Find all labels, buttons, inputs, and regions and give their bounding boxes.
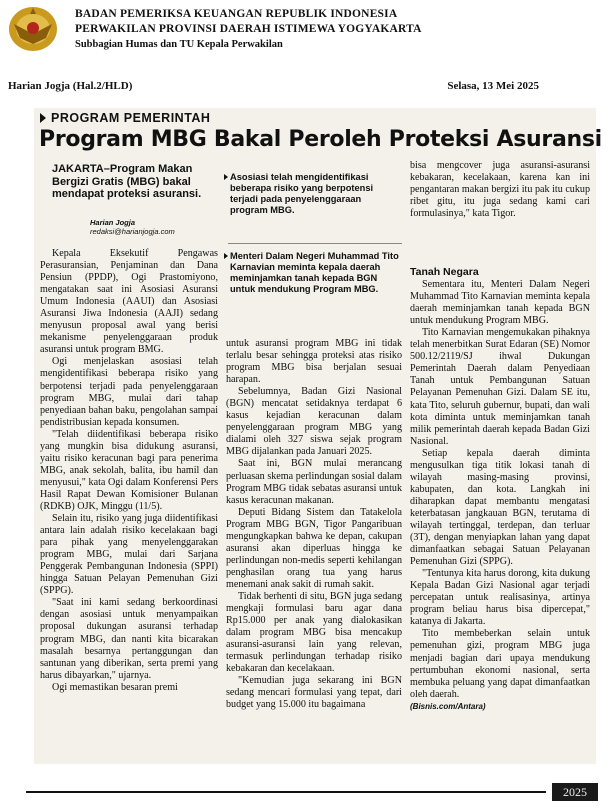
- paragraph: Saat ini, BGN mulai merancang perluasan skema perlindungan sosial dalam Program MBG tidak sebatas asuransi untuk kasus keracunan makanan.: [226, 458, 402, 506]
- divider: [228, 243, 402, 244]
- section-label: [40, 111, 210, 125]
- section-text: PROGRAM PEMERINTAH: [51, 111, 211, 125]
- paragraph: "Kemudian juga sekarang ini BGN sedang mencari formulasi yang tepat, dari budget yang 15.000 itu bagaimana: [226, 675, 402, 711]
- lead-paragraph: JAKARTA–Program Makan Bergizi Gratis (MBG) bakal mendapat proteksi asuransi.: [52, 163, 202, 200]
- bullet-icon: [224, 253, 228, 259]
- author-email: redaksi@harianjogja.com: [90, 227, 175, 236]
- column-3: [410, 264, 590, 713]
- paragraph: Ogi memastikan besaran premi: [52, 681, 178, 693]
- author-name: Harian Jogja: [90, 218, 136, 227]
- byline: [90, 218, 175, 236]
- paragraph: Selain itu, risiko yang juga diidentifikasi antara lain adalah risiko kecelakaan bagi para pihak yang menyelenggarakan program MBG, mulai dari Sarjana Penggerak Pembangunan Indonesia (SPPI) hingga Satuan Pelayan Pemenuhan Gizi (SPPG).: [40, 513, 218, 597]
- paragraph: Tidak berhenti di situ, BGN juga sedang mengkaji formulasi baru agar dana Rp15.000 per anak yang dialokasikan dalam program MBG bisa mencakup asuransi-asuransi lain yang relevan, termasuk perlindungan terhadap risiko kebakaran dan kecelakaan.: [226, 590, 402, 675]
- highlight-text-1: Asosiasi telah mengidentifikasi beberapa risiko yang berpotensi terjadi pada penyelenggaraan program MBG.: [230, 172, 374, 215]
- paragraph: Ogi menjelaskan asosiasi telah mengidentifikasi beberapa risiko yang berpotensi terjadi pada penyelenggaraan program MBG, mulai dari tahap penyediaan bahan baku, pengolahan sampai pendistribusian kepada konsumen.: [40, 356, 218, 428]
- paragraph: untuk asuransi program MBG ini tidak terlalu besar sehingga proteksi atas risiko program MBG bisa berjalan sesuai harapan.: [226, 338, 402, 386]
- paragraph: Kepala Eksekutif Pengawas Perasuransian, Penjaminan dan Dana Pensiun (PPDP), Ogi Prastomiyono, mengatakan saat ini Asosiasi Asuransi Umum Indonesia (AAUI) dan Asosiasi Asuransi Jiwa Indonesia (AAJI) sedang menyusun proposal awal yang berisi mekanisme penyelenggaraan produk asuransi untuk program BMG.: [40, 248, 218, 356]
- paragraph: Setiap kepala daerah diminta mengusulkan tiga titik lokasi tanah di wilayah masing-masing provinsi, kabupaten, dan kota. Langkah ini diharapkan dapat membantu mengatasi keterbatasan jangkauan BGN, terutama di wilayah tertinggal, terdepan, dan terluar (3T), dengan menyiapkan lahan yang dapat dimanfaatkan sebagai Satuan Pelayanan Pemenuhan Gizi (SPPG).: [410, 447, 590, 568]
- column-2: [226, 338, 402, 711]
- paragraph: bisa mengcover juga asuransi-asuransi kebakaran, kecelakaan, karena kan ini pengantaran makan bergizi itu pak itu cukup ribet gitu, itu juga sedang kami cari formulasinya," kata Tigor.: [410, 160, 590, 220]
- paragraph: "Telah diidentifikasi beberapa risiko yang mungkin bisa didukung asuransi, yaitu risiko keracunan bagi para penerima MBG, anak sekolah, balita, ibu hamil dan menyusui," kata Ogi dalam Konferensi Pers Hasil Rapat Dewan Komisioner Bulanan (RDKB) OJK, Minggu (11/5).: [40, 428, 218, 512]
- highlight-box-1: [230, 172, 400, 216]
- letterhead: [0, 0, 607, 60]
- org-subdivision: Subbagian Humas dan TU Kepala Perwakilan: [75, 39, 283, 50]
- paragraph: Sementara itu, Menteri Dalam Negeri Muhammad Tito Karnavian meminta kepala daerah meminjamkan tanah kepada BGN untuk mendukung Program MBG.: [410, 279, 590, 327]
- paragraph: "Tentunya kita harus dorong, kita dukung Kepala Badan Gizi Nasional agar terjadi percepatan untuk realisasinya, artinya program beliau harus bisa dipercepat," katanya di Jakarta.: [410, 568, 590, 628]
- date-label: Selasa, 13 Mei 2025: [447, 80, 539, 92]
- section-marker-icon: [40, 113, 46, 123]
- highlight-box-2: [230, 251, 400, 295]
- org-name-line2: PERWAKILAN PROVINSI DAERAH ISTIMEWA YOGYAKARTA: [75, 23, 422, 35]
- paragraph: "Saat ini kami sedang berkoordinasi dengan asosiasi untuk menyampaikan proposal dukungan asuransi terhadap program MBG, dan nanti kita bicarakan masalah besarnya pertanggungan dan santunan yang diberikan, serta premi yang harus dibayarkan," ujarnya.: [40, 597, 218, 681]
- bullet-icon: [224, 174, 228, 180]
- paragraph: Tito Karnavian mengemukakan pihaknya telah menerbitkan Surat Edaran (SE) Nomor 500.12/2119/SJ ihwal Dukungan Pemerintah Daerah dalam Penyediaan Tanah untuk Pembangunan Satuan Pelayanan Pemenuhan Gizi. Dalam SE itu, kata Tito, seluruh gubernur, bupati, dan wali kota diminta untuk meminjamkan tanah milik pemerintah daerah kepada Badan Gizi Nasional.: [410, 327, 590, 447]
- source-label: Harian Jogja (Hal.2/HLD): [8, 80, 133, 92]
- subheading: Tanah Negara: [410, 266, 479, 278]
- highlight-text-2: Menteri Dalam Negeri Muhammad Tito Karnavian meminta kepala daerah meminjamkan tanah kepada BGN untuk mendukung Program MBG.: [230, 251, 399, 294]
- paragraph: Deputi Bidang Sistem dan Tatakelola Program MBG BGN, Tigor Pangaribuan mengungkapkan bahwa ke depan, cakupan asuransi akan diperluas hingga ke perlindungan non-medis seperti kehilangan penghasilan orang tua yang harus menemani anak sakit di rumah sakit.: [226, 506, 402, 590]
- paragraph: Tito membeberkan selain untuk pemenuhan gizi, program MBG juga menjadi bagian dari upaya mendukung pertumbuhan ekonomi nasional, serta membuka peluang yang dapat dimanfaatkan oleh daerah.: [410, 628, 590, 700]
- headline: Program MBG Bakal Peroleh Proteksi Asuransi: [39, 127, 602, 152]
- credit: (Bisnis.com/Antara): [410, 701, 486, 711]
- org-name-line1: BADAN PEMERIKSA KEUANGAN REPUBLIK INDONESIA: [75, 8, 398, 20]
- column-3-top: [410, 160, 590, 220]
- footer-rule: [26, 791, 546, 793]
- paragraph: Sebelumnya, Badan Gizi Nasional (BGN) mencatat setidaknya terdapat 6 kasus kejadian keracunan dalam penyelenggaraan program MBG yang dialami oleh 327 siswa sejak program MBG dijalankan pada Januari 2025.: [226, 386, 402, 458]
- page-number: 2025: [552, 783, 598, 801]
- column-1: [40, 248, 218, 694]
- garuda-emblem-icon: [6, 4, 60, 54]
